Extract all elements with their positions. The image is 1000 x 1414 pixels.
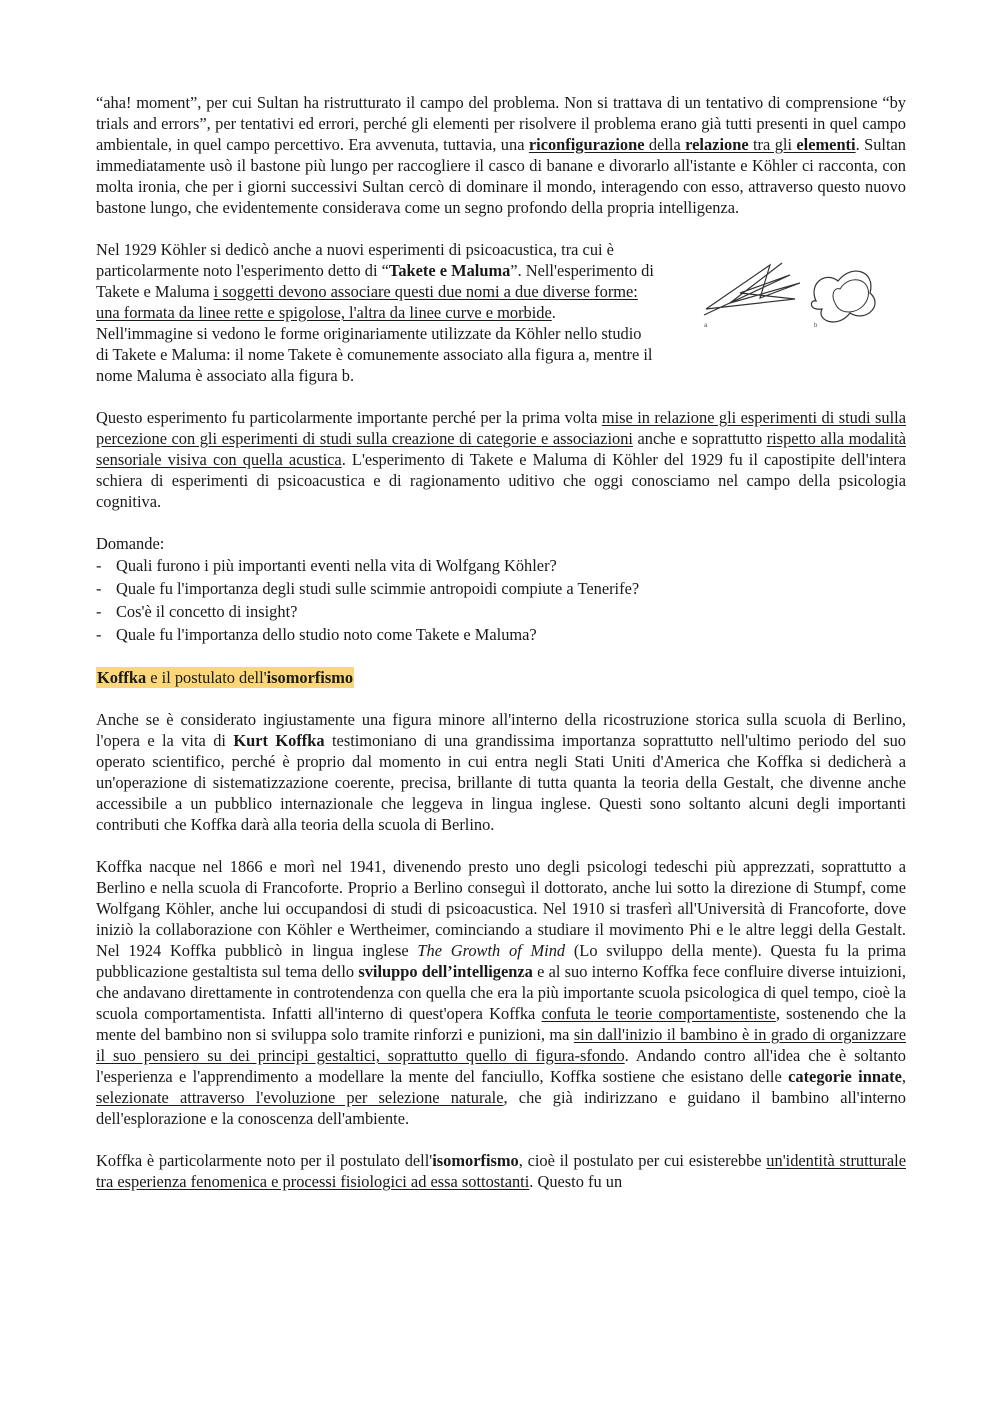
bold-term: isomorfismo [432,1151,519,1170]
paragraph-takete-maluma [96,239,656,386]
underlined-text: della [644,135,686,154]
question-text: Cos'è il concetto di insight? [116,602,298,621]
text: Koffka nacque nel 1866 e morì nel 1941, divenendo presto uno degli psicologi tedeschi più apprezzati, soprattutto a Berlino e nella scuola di Francoforte. Proprio a Berlino conseguì il dottorato, anche lui sotto la direzione di Stumpf, come Wolfgang Köhler, anche lui occupandosi di studi di psicoacustica. Nel 1910 si trasferì all'Università di Francoforte, dove iniziò la collaborazione con Köhler e Wertheimer, cominciando a studiare il movimento Phi e le altre leggi della Gestalt. Nel 1924 Koffka pubblicò in lingua inglese [96,857,906,960]
bold-underlined-term: riconfigurazione [528,135,645,154]
bold-term: Koffka [97,668,147,687]
text: , sostenendo che la mente del bambino non si sviluppa solo tramite rinforzi e punizioni, ma [96,1004,907,1044]
section-heading-koffka [96,667,906,709]
underlined-text: confuta le teorie comportamentiste [541,1004,776,1023]
question-text: Quale fu l'importanza degli studi sulle scimmie antropoidi compiute a Tenerife? [116,579,640,598]
text: anche e soprattutto [632,429,767,448]
highlighted-heading [96,667,354,688]
text: , cioè il postulato per cui esisterebbe [518,1151,767,1170]
bold-term: Kurt Koffka [233,731,325,750]
underlined-text: tra gli [748,135,797,154]
text: Koffka è particolarmente noto per il postulato dell' [96,1151,433,1170]
paragraph-koffka-intro [96,709,906,835]
text: . Sultan immediatamente usò il bastone più lungo per raccogliere il casco di banane e divorarlo all'istante e Köhler ci racconta, con molta ironia, che per i giorni successivi Sultan cercò di dominare il mondo, interagendo con esso, attraverso questo nuovo bastone lungo, che evidentemente considerava come un segno profondo della propria intelligenza. [96,135,906,217]
bold-underlined-term: relazione [685,135,749,154]
takete-maluma-figure [700,253,900,343]
text: . Nell'immagine si vedono le forme originariamente utilizzate da Köhler nello studio di Takete e Maluma: il nome Takete è comunemente associato alla figura a, mentre il nome Maluma è associato alla figura b. [96,303,653,385]
question-item [96,600,906,623]
text: Questo esperimento fu particolarmente importante perché per la prima volta [96,408,602,427]
text: e il postulato dell' [146,668,267,687]
bold-term: isomorfismo [266,668,354,687]
text: , che già indirizzano e guidano il bambino all'interno dell'esplorazione e la conoscenza dell'ambiente. [96,1088,906,1128]
underlined-text: mise in relazione gli esperimenti di studi sulla percezione con gli esperimenti di studi sulla creazione di categorie e associazioni [96,408,907,448]
text: Anche se è considerato ingiustamente una figura minore all'interno della ricostruzione storica sulla scuola di Berlino, l'opera e la vita di [96,710,906,750]
question-text: Quali furono i più importanti eventi nella vita di Wolfgang Köhler? [116,556,557,575]
question-item [96,623,906,646]
figure-label-a: a [704,323,708,329]
figure-label-b: b [814,323,818,329]
dash-bullet: - [96,579,102,598]
text: “aha! moment”, per cui Sultan ha ristrutturato il campo del problema. Non si trattava di un tentativo di comprensione “by trials and errors”, per tentativi ed errori, perché gli elementi per risolvere il problema erano già tutti presenti in quel campo ambientale, in quel campo percettivo. Era avvenuta, tuttavia, una [96,93,906,154]
question-item [96,577,906,600]
paragraph-isomorphism [96,1150,906,1192]
bold-term: Takete e Maluma [388,261,511,280]
bold-term: sviluppo dell’intelligenza [358,962,533,981]
underlined-text: un'identità strutturale tra esperienza fenomenica e processi fisiologici ad essa sottostanti [96,1151,906,1191]
document-page [96,92,906,1213]
bold-underlined-term: elementi [796,135,856,154]
text: , [901,1067,907,1086]
text: . L'esperimento di Takete e Maluma di Köhler del 1929 fu il capostipite dell'intera schiera di esperimenti di psicoacustica e di ragionamento uditivo che oggi conosciamo nel campo della psicologia cognitiva. [96,450,907,511]
question-item [96,554,906,577]
text: e al suo interno Koffka fece confluire diverse intuizioni, che andavano direttamente in controtendenza con quella che era la più importante scuola psicologica di quel tempo, cioè la scuola comportamentista. Infatti all'interno di quest'opera Koffka [96,962,906,1023]
text: . Questo fu un [529,1172,623,1191]
takete-maluma-section [96,239,906,386]
underlined-text: rispetto alla modalità sensoriale visiva con quella acustica [96,429,906,469]
maluma-shape [811,271,875,322]
questions-list [96,554,906,646]
text: . Andando contro all'idea che è soltanto l'esperienza e l'apprendimento a modellare la mente del fanciullo, Koffka sostiene che esistano delle [96,1046,907,1086]
paragraph-koffka-biography [96,856,906,1129]
text: ”. Nell'esperimento di Takete e Maluma [96,261,654,301]
question-text: Quale fu l'importanza dello studio noto come Takete e Maluma? [116,625,537,644]
paragraph-sultan [96,92,906,218]
underlined-text: i soggetti devono associare questi due nomi a due diverse forme: una formata da linee rette e spigolose, l'altra da linee curve e morbide [96,282,638,322]
takete-shape [704,263,800,315]
dash-bullet: - [96,556,102,575]
underlined-text: selezionate attraverso l'evoluzione per selezione naturale [96,1088,504,1107]
underlined-text: sin dall'inizio il bambino è in grado di organizzare il suo pensiero su dei principi gestaltici, soprattutto quello di figura-sfondo [96,1025,906,1065]
questions-title: Domande: [96,534,165,553]
bold-term: categorie innate [788,1067,902,1086]
text: Nel 1929 Köhler si dedicò anche a nuovi esperimenti di psicoacustica, tra cui è particolarmente noto l'esperimento detto di “ [96,240,614,280]
paragraph-experiment-importance [96,407,906,512]
dash-bullet: - [96,625,102,644]
italic-title: The Growth of Mind [417,941,566,960]
text: (Lo sviluppo della mente). Questa fu la prima pubblicazione gestaltista sul tema dello [96,941,906,981]
text: testimoniano di una grandissima importanza soprattutto nell'ultimo periodo del suo operato scientifico, perché è proprio dal momento in cui entra negli Stati Uniti d'America che Koffka si dedicherà a un'operazione di sistematizzazione coerente, precisa, brillante di tutta quanta la teoria della Gestalt, che divenne anche accessibile a un pubblico internazionale che leggeva in lingua inglese. Questi sono soltanto alcuni degli importanti contributi che Koffka darà alla teoria della scuola di Berlino. [96,731,906,834]
dash-bullet: - [96,602,102,621]
